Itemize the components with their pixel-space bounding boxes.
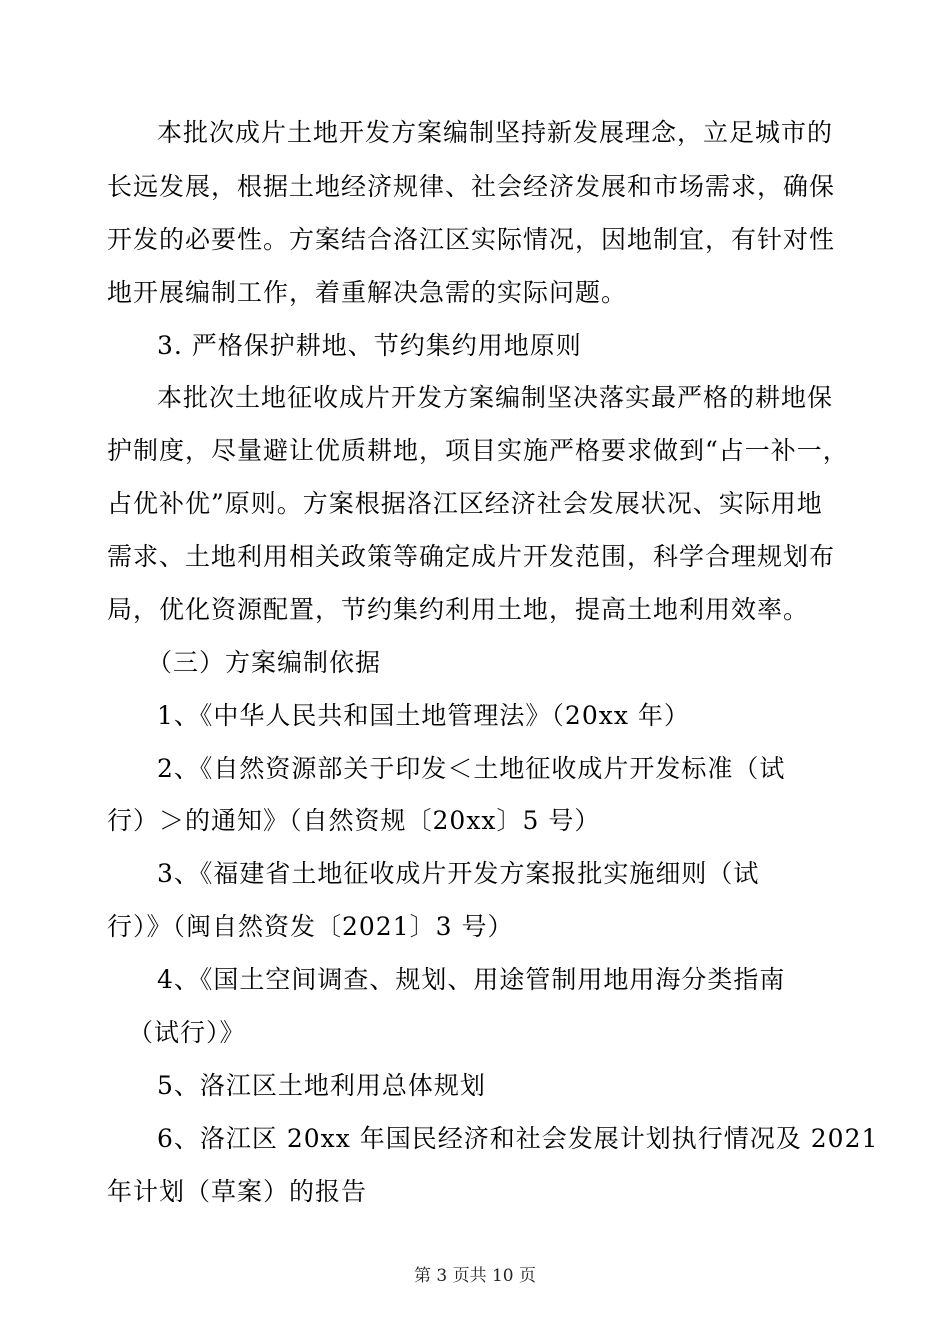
basis-item-4-line-1: 4、《国土空间调查、规划、用途管制用地用海分类指南 [157, 965, 786, 994]
basis-item-4-line-2: （试行）》 [128, 1018, 246, 1047]
section-heading: （三）方案编制依据 [147, 648, 382, 677]
paragraph-2-line-4: 需求、土地利用相关政策等确定成片开发范围，科学合理规划布 [107, 542, 836, 571]
paragraph-2-line-3: 占优补优”原则。方案根据洛江区经济社会发展状况、实际用地 [107, 489, 823, 518]
paragraph-2-line-2: 护制度，尽量避让优质耕地，项目实施严格要求做到“占一补一， [107, 436, 849, 465]
basis-item-2-line-2: 行）＞的通知》（自然资规〔20xx〕5 号） [107, 806, 601, 835]
paragraph-1-line-2: 长远发展，根据土地经济规律、社会经济发展和市场需求，确保 [107, 172, 836, 201]
basis-item-1-line-1: 1、《中华人民共和国土地管理法》（20xx 年） [157, 701, 690, 730]
paragraph-1-line-4: 地开展编制工作，着重解决急需的实际问题。 [107, 278, 628, 307]
paragraph-2-line-1: 本批次土地征收成片开发方案编制坚决落实最严格的耕地保 [157, 383, 834, 412]
basis-item-6-line-2: 年计划（草案）的报告 [107, 1177, 368, 1206]
paragraph-1-line-3: 开发的必要性。方案结合洛江区实际情况，因地制宜，有针对性 [107, 225, 836, 254]
basis-item-2-line-1: 2、《自然资源部关于印发＜土地征收成片开发标准（试 [157, 754, 786, 783]
basis-item-5-line-1: 5、洛江区土地利用总体规划 [157, 1071, 486, 1100]
paragraph-1-line-1: 本批次成片土地开发方案编制坚持新发展理念，立足城市的 [157, 118, 834, 147]
basis-item-3-line-2: 行）》（闽自然资发〔2021〕3 号） [107, 912, 514, 941]
page-number-footer: 第 3 页共 10 页 [413, 1266, 537, 1286]
principle-heading: 3. 严格保护耕地、节约集约用地原则 [157, 331, 582, 360]
paragraph-2-line-5: 局，优化资源配置，节约集约利用土地，提高土地利用效率。 [107, 595, 810, 624]
basis-item-3-line-1: 3、《福建省土地征收成片开发方案报批实施细则（试 [157, 859, 760, 888]
basis-item-6-line-1: 6、洛江区 20xx 年国民经济和社会发展计划执行情况及 2021 [157, 1124, 879, 1153]
